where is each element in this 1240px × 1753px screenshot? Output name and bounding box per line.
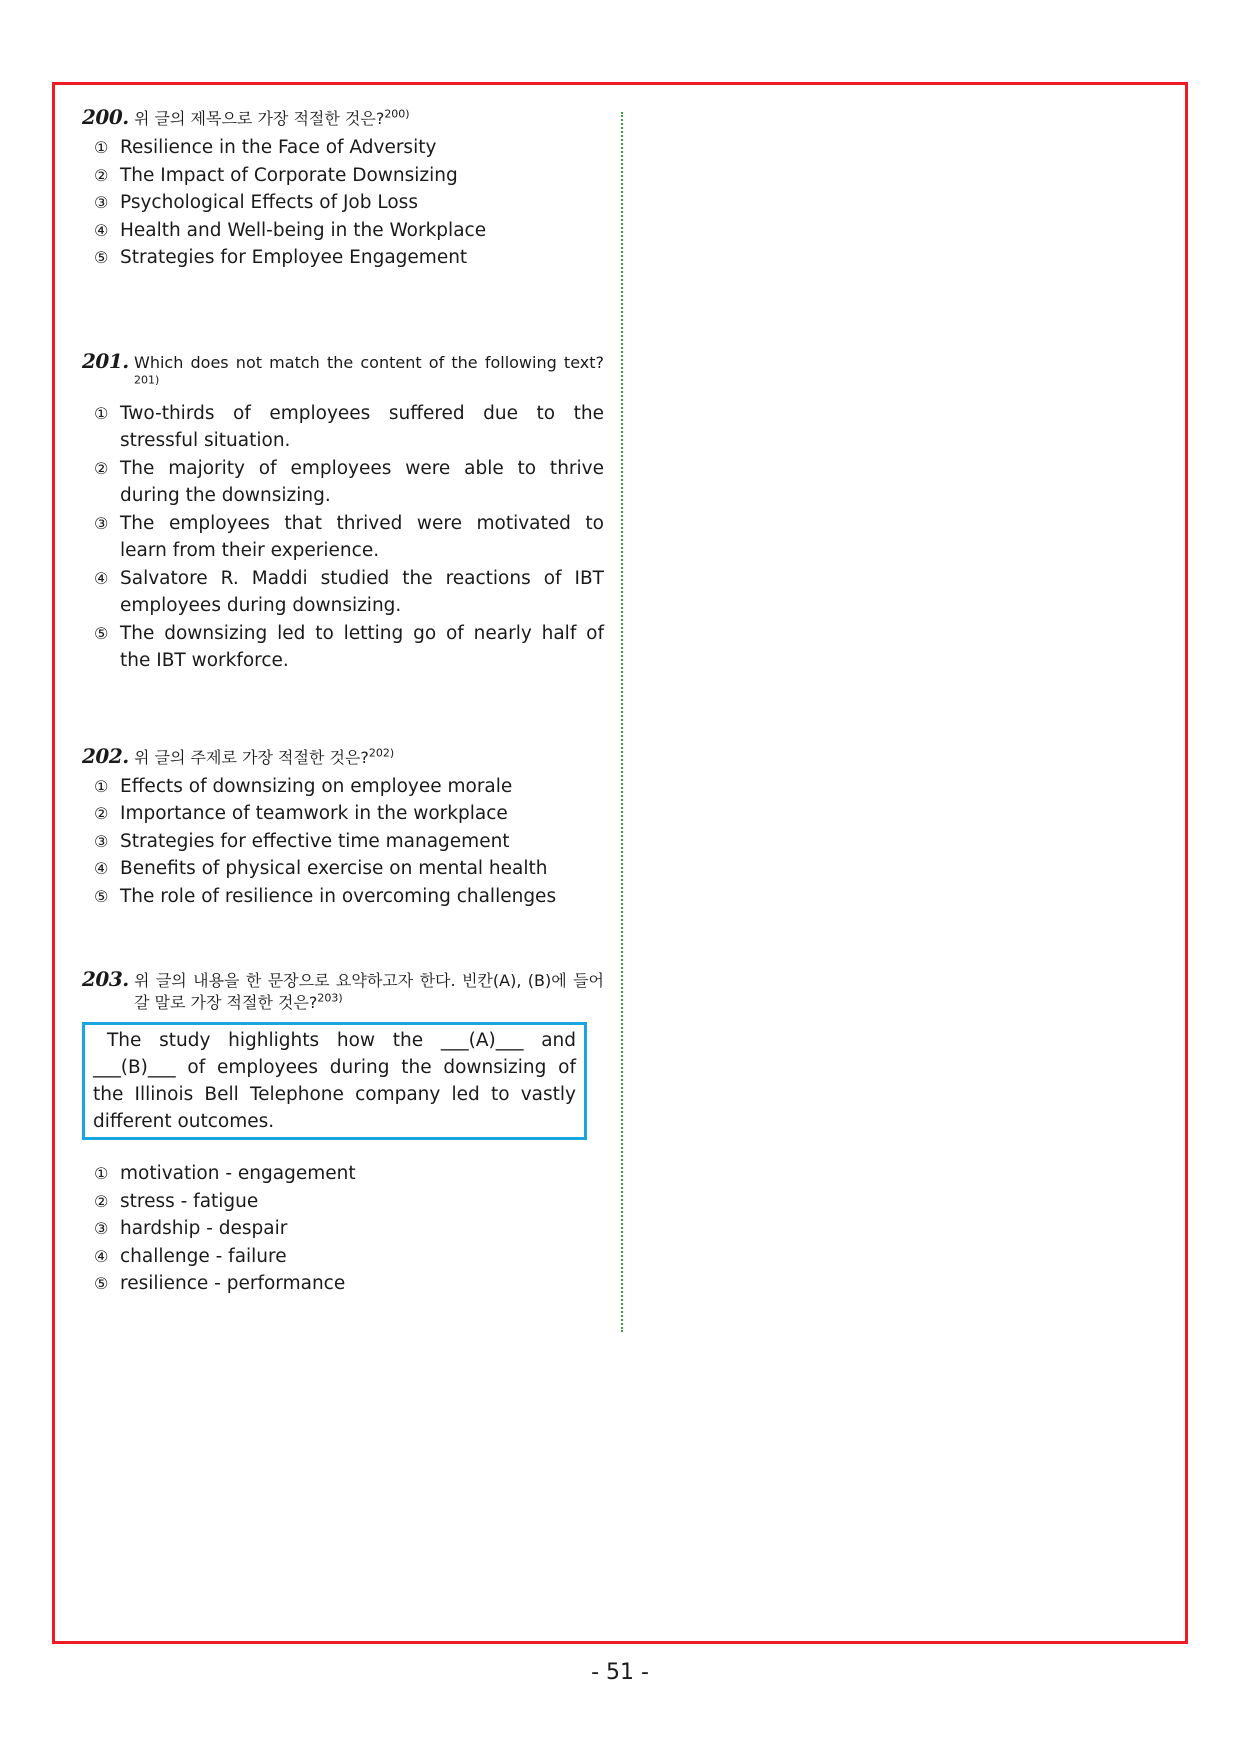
question-number: 201. [82,348,129,373]
option-text: The employees that thrived were motivated to learn from their experience. [120,512,604,561]
option-text: motivation - engagement [120,1163,356,1184]
page-number: - 51 - [591,1660,649,1685]
option-text: hardship - despair [120,1218,288,1239]
option-marker: ② [94,1191,109,1211]
option-5[interactable] [82,1270,604,1298]
summary-box [82,1022,587,1140]
option-3[interactable] [82,189,604,217]
option-marker: ⑤ [94,623,109,643]
option-marker: ③ [94,193,109,212]
question-prompt: Which does not match the content of the following text? [134,352,604,372]
option-text: Resilience in the Face of Adversity [120,137,437,158]
question-prompt: 위 글의 제목으로 가장 적절한 것은? [134,109,385,128]
option-text: Strategies for effective time management [120,830,510,852]
option-text: Psychological Effects of Job Loss [120,192,418,213]
footnote-ref: 201) [134,373,160,387]
option-5[interactable] [82,244,604,272]
option-1[interactable] [82,134,604,162]
question-prompt: 위 글의 내용을 한 문장으로 요약하고자 한다. 빈칸(A), (B)에 들어갈 말로 가장 적절한 것은? [134,971,604,1012]
footnote-ref: 200) [384,107,410,121]
option-marker: ① [94,1164,109,1183]
question-header [82,967,604,1014]
option-1[interactable] [82,1160,604,1188]
question-header [82,743,604,769]
option-text: Salvatore R. Maddi studied the reactions of IBT employees during downsizing. [120,567,604,616]
left-column [82,105,604,1298]
question-200 [82,105,604,272]
option-marker: ④ [94,220,109,240]
option-marker: ③ [94,831,109,851]
option-marker: ② [94,458,109,478]
option-text: The role of resilience in overcoming challenges [120,885,557,907]
footnote-ref: 203) [317,991,343,1005]
option-2[interactable] [82,162,604,190]
option-text: The downsizing led to letting go of nearly half of the IBT workforce. [120,622,604,671]
question-number: 200. [82,105,129,129]
question-202 [82,743,604,911]
option-4[interactable] [82,1243,604,1271]
column-divider [621,112,623,1332]
option-2[interactable] [82,1188,604,1216]
option-2[interactable] [82,455,604,510]
option-text: The majority of employees were able to thrive during the downsizing. [120,457,604,506]
option-5[interactable] [82,883,604,911]
option-marker: ② [94,804,109,823]
option-list [82,773,604,911]
option-text: The Impact of Corporate Downsizing [120,164,458,186]
option-list [82,134,604,272]
option-1[interactable] [82,773,604,801]
option-list [82,400,604,675]
option-text: Importance of teamwork in the workplace [120,803,508,824]
option-marker: ② [94,165,109,185]
option-3[interactable] [82,1215,604,1243]
option-marker: ④ [94,1246,109,1266]
question-203 [82,967,604,1298]
option-text: Effects of downsizing on employee morale [120,775,513,797]
option-marker: ③ [94,1219,109,1238]
option-5[interactable] [82,620,604,675]
option-text: Health and Well-being in the Workplace [120,219,487,241]
question-header [82,348,604,396]
option-text: stress - fatigue [120,1190,259,1212]
option-1[interactable] [82,400,604,455]
footnote-ref: 202) [368,746,395,760]
option-marker: ① [94,403,109,423]
question-201 [82,348,604,675]
option-4[interactable] [82,217,604,245]
option-4[interactable] [82,855,604,883]
question-prompt: 위 글의 주제로 가장 적절한 것은? [134,747,369,767]
option-marker: ⑤ [94,886,109,906]
option-list [82,1160,604,1298]
option-marker: ④ [94,568,109,588]
option-marker: ⑤ [94,248,109,267]
option-marker: ④ [94,859,109,878]
summary-text: The study highlights how the ___(A)___ and ___(B)___ of employees during the downsizing of the Illinois Bell Telephone company led to vastly different outcomes. [93,1030,576,1132]
option-2[interactable] [82,800,604,828]
question-header [82,105,604,130]
option-3[interactable] [82,510,604,565]
question-number: 202. [82,743,129,768]
option-text: resilience - performance [120,1273,346,1294]
option-marker: ⑤ [94,1274,109,1293]
option-text: Strategies for Employee Engagement [120,247,468,268]
question-number: 203. [82,967,129,991]
option-4[interactable] [82,565,604,620]
option-text: Benefits of physical exercise on mental health [120,858,548,879]
option-text: challenge - failure [120,1245,287,1267]
option-marker: ① [94,138,109,157]
option-text: Two-thirds of employees suffered due to the stressful situation. [120,402,604,451]
option-marker: ③ [94,513,109,533]
option-3[interactable] [82,828,604,856]
option-marker: ① [94,776,109,796]
